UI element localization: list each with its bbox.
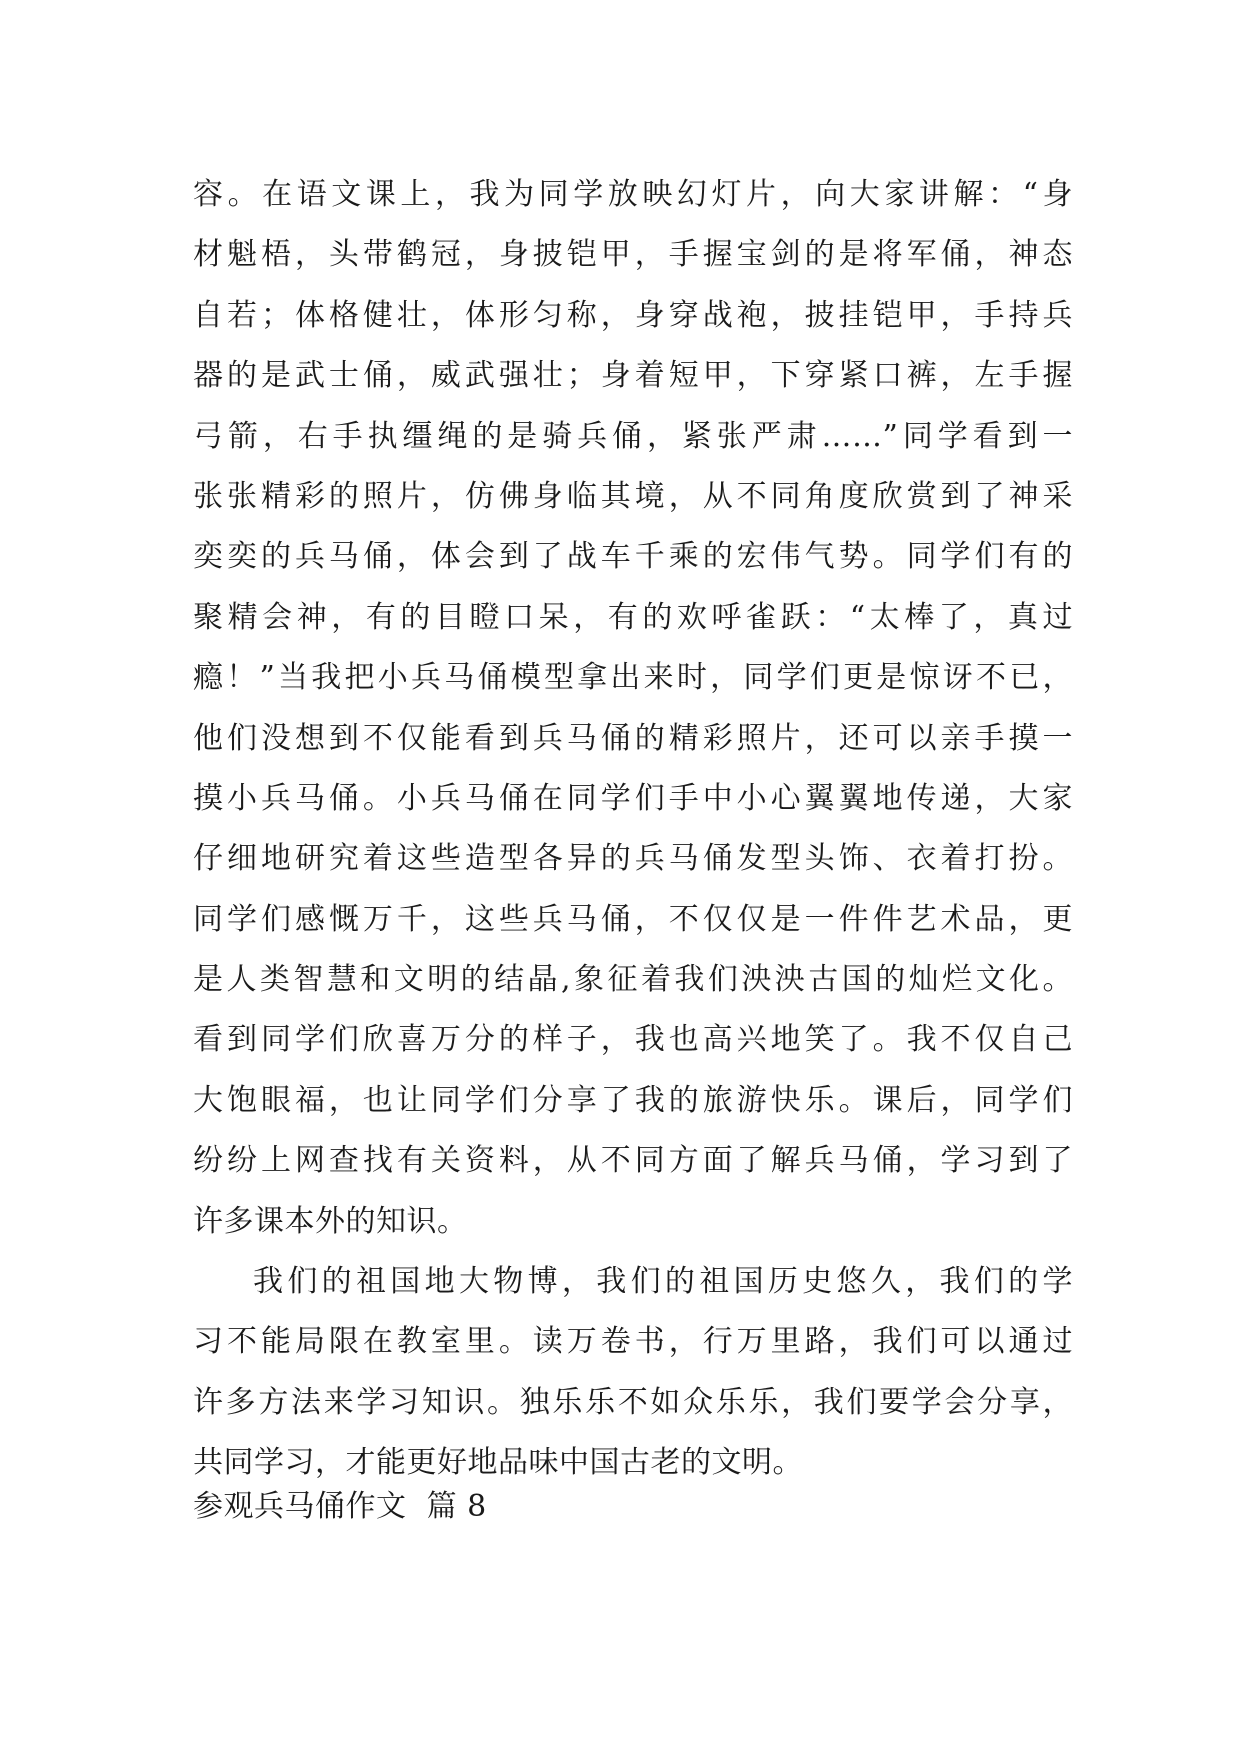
body-text [193,165,1073,1494]
text-line: 大饱眼福，也让同学们分享了我的旅游快乐。课后，同学们 [193,1082,1073,1118]
text-line: 张张精彩的照片，仿佛身临其境，从不同角度欣赏到了神采 [193,478,1073,514]
text-line: 许多课本外的知识。 [193,1203,468,1239]
text-line: 聚精会神，有的目瞪口呆，有的欢呼雀跃：“太棒了，真过 [193,599,1073,635]
section-heading: 参观兵马俑作文 篇 8 [193,1489,487,1524]
text-line: 是人类智慧和文明的结晶,象征着我们泱泱古国的灿烂文化。 [193,962,1073,998]
text-line: 容。在语文课上，我为同学放映幻灯片，向大家讲解：“身 [193,177,1073,212]
text-line: 共同学习，才能更好地品味中国古老的文明。 [193,1445,803,1481]
text-line: 习不能局限在教室里。读万卷书，行万里路，我们可以通过 [193,1324,1073,1360]
text-line: 仔细地研究着这些造型各异的兵马俑发型头饰、衣着打扮。 [193,841,1073,877]
text-line: 他们没想到不仅能看到兵马俑的精彩照片，还可以亲手摸一 [193,720,1073,756]
paragraph-2 [193,1252,1073,1494]
text-line: 同学们感慨万千，这些兵马俑，不仅仅是一件件艺术品，更 [193,901,1073,937]
text-line: 瘾！”当我把小兵马俑模型拿出来时，同学们更是惊讶不已， [193,660,1073,696]
text-line: 纷纷上网查找有关资料，从不同方面了解兵马俑，学习到了 [193,1143,1073,1179]
text-line: 奕奕的兵马俑，体会到了战车千乘的宏伟气势。同学们有的 [193,539,1073,575]
text-line: 材魁梧，头带鹤冠，身披铠甲，手握宝剑的是将军俑，神态 [193,237,1073,273]
paragraph-1 [193,165,1073,1252]
text-line: 看到同学们欣喜万分的样子，我也高兴地笑了。我不仅自己 [193,1022,1073,1058]
text-line: 我们的祖国地大物博，我们的祖国历史悠久，我们的学 [253,1264,1073,1300]
text-line: 自若；体格健壮，体形匀称，身穿战袍，披挂铠甲，手持兵 [193,297,1073,333]
text-line: 弓箭，右手执缰绳的是骑兵俑，紧张严肃……”同学看到一 [193,418,1073,454]
text-line: 许多方法来学习知识。独乐乐不如众乐乐，我们要学会分享， [193,1384,1073,1420]
text-line: 摸小兵马俑。小兵马俑在同学们手中小心翼翼地传递，大家 [193,780,1073,816]
text-line: 器的是武士俑，威武强壮；身着短甲，下穿紧口裤，左手握 [193,358,1073,394]
